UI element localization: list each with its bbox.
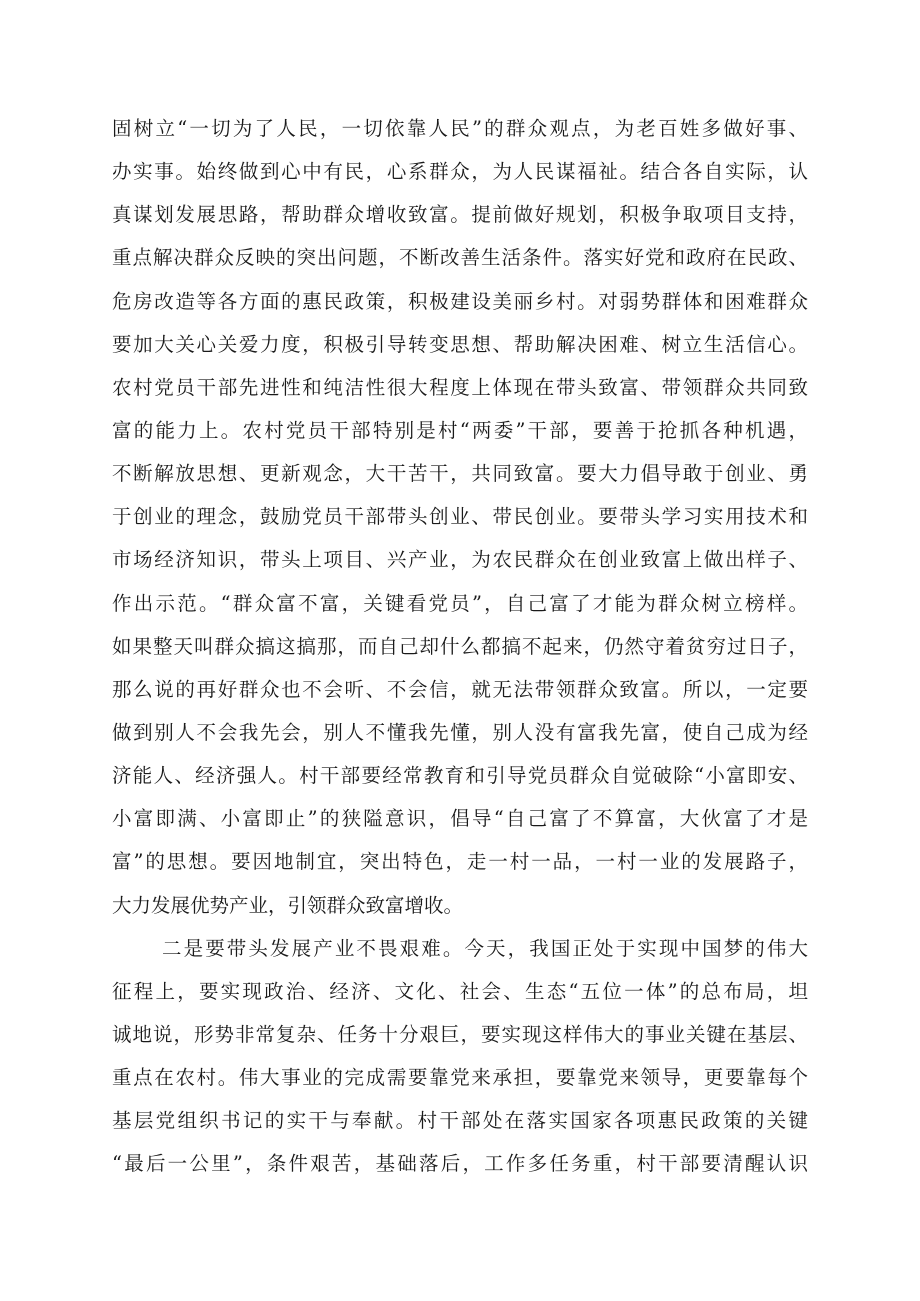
text-line: 固树立“一切为了人民，一切依靠人民”的群众观点，为老百姓多做好事、 bbox=[112, 117, 808, 140]
text-line: 重点在农村。伟大事业的完成需要靠党来承担，要靠党来领导，更要靠每个 bbox=[112, 1066, 808, 1090]
text-line: 富的能力上。农村党员干部特别是村“两委”干部，要善于抢抓各种机遇， bbox=[112, 418, 808, 442]
text-line: 诚地说，形势非常复杂、任务十分艰巨，要实现这样伟大的事业关键在基层、 bbox=[112, 1022, 808, 1046]
text-line: 大力发展优势产业，引领群众致富增收。 bbox=[112, 893, 464, 917]
text-line: 做到别人不会我先会，别人不懂我先懂，别人没有富我先富，使自己成为经 bbox=[112, 720, 808, 744]
text-line: 要加大关心关爱力度，积极引导转变思想、帮助解决困难、树立生活信心。 bbox=[112, 332, 808, 356]
text-line: 小富即满、小富即止”的狭隘意识，倡导“自己富了不算富，大伙富了才是 bbox=[112, 807, 808, 831]
paragraph-first-line: 二是要带头发展产业不畏艰难。今天，我国正处于实现中国梦的伟大 bbox=[162, 936, 808, 960]
text-line: 基层党组织书记的实干与奉献。村干部处在落实国家各项惠民政策的关键 bbox=[112, 1109, 808, 1133]
text-line: 农村党员干部先进性和纯洁性很大程度上体现在带头致富、带领群众共同致 bbox=[112, 375, 808, 399]
text-line: 作出示范。“群众富不富，关键看党员”，自己富了才能为群众树立榜样。 bbox=[112, 591, 808, 615]
text-line: 办实事。始终做到心中有民，心系群众，为人民谋福祉。结合各自实际，认 bbox=[112, 160, 808, 184]
body-text bbox=[112, 107, 808, 1186]
text-line: 如果整天叫群众搞这搞那，而自己却什么都搞不起来，仍然守着贫穷过日子， bbox=[112, 634, 808, 658]
text-line: 于创业的理念，鼓励党员干部带头创业、带民创业。要带头学习实用技术和 bbox=[112, 505, 808, 529]
text-line: 济能人、经济强人。村干部要经常教育和引导党员群众自觉破除“小富即安、 bbox=[112, 764, 808, 788]
text-line: 真谋划发展思路，帮助群众增收致富。提前做好规划，积极争取项目支持， bbox=[112, 203, 808, 227]
text-line: 那么说的再好群众也不会听、不会信，就无法带领群众致富。所以，一定要 bbox=[112, 677, 808, 701]
text-line: 市场经济知识，带头上项目、兴产业，为农民群众在创业致富上做出样子、 bbox=[112, 548, 808, 572]
text-line: 危房改造等各方面的惠民政策，积极建设美丽乡村。对弱势群体和困难群众 bbox=[112, 289, 808, 313]
text-line: 富”的思想。要因地制宜，突出特色，走一村一品，一村一业的发展路子， bbox=[112, 850, 808, 874]
text-line: “最后一公里”，条件艰苦，基础落后，工作多任务重，村干部要清醒认识 bbox=[112, 1152, 808, 1176]
text-line: 重点解决群众反映的突出问题，不断改善生活条件。落实好党和政府在民政、 bbox=[112, 246, 808, 270]
text-line: 征程上，要实现政治、经济、文化、社会、生态“五位一体”的总布局，坦 bbox=[112, 979, 808, 1003]
text-line: 不断解放思想、更新观念，大干苦干，共同致富。要大力倡导敢于创业、勇 bbox=[112, 462, 808, 486]
